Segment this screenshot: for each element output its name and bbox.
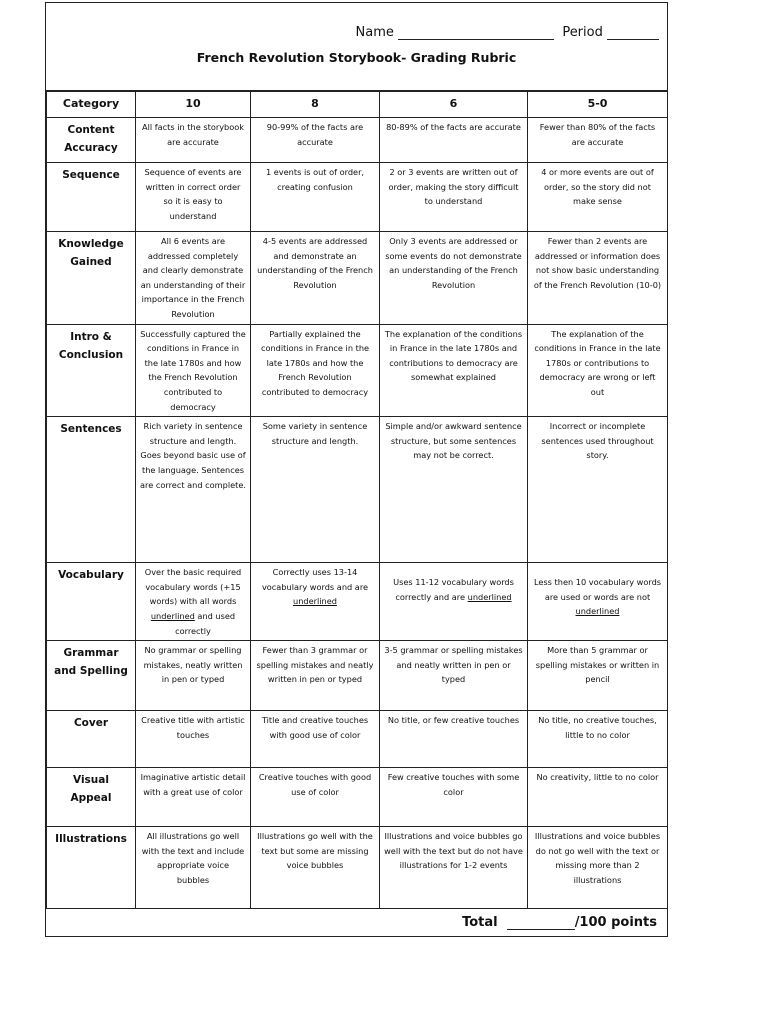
score-cell: Simple and/or awkward sentence structure, but some sentences may not be correct. [380,417,528,563]
score-cell: All 6 events are addressed completely and clearly demonstrate an understanding of their importance in the French Revolution [136,232,251,325]
score-cell: Incorrect or incomplete sentences used throughout story. [528,417,668,563]
score-cell: The explanation of the conditions in France in the late 1780s or contributions to democracy are wrong or left out [528,324,668,417]
column-header: 5-0 [528,92,668,118]
score-cell: 80-89% of the facts are accurate [380,118,528,163]
table-row [47,711,668,768]
rubric-title: French Revolution Storybook- Grading Rubric [196,50,517,65]
category-cell: Intro & Conclusion [47,324,136,417]
score-cell: Sequence of events are written in correct order so it is easy to understand [136,163,251,232]
table-row [47,417,668,563]
score-cell: More than 5 grammar or spelling mistakes or written in pencil [528,641,668,711]
underlined-word: underlined [150,610,195,621]
column-header: Category [47,92,136,118]
table-row [47,641,668,711]
score-cell: No grammar or spelling mistakes, neatly written in pen or typed [136,641,251,711]
name-period-line [356,25,659,40]
score-cell: Some variety in sentence structure and length. [251,417,380,563]
category-cell: Illustrations [47,827,136,909]
category-cell: Vocabulary [47,563,136,641]
cell-text: Over the basic required vocabulary words (+15 words) with all words [144,567,242,607]
table-row [47,163,668,232]
score-cell: Successfully captured the conditions in France in the late 1780s and how the French Revolution contributed to democracy [136,324,251,417]
table-header-row [47,92,668,118]
score-cell: All illustrations go well with the text and include appropriate voice bubbles [136,827,251,909]
score-cell [380,563,528,641]
score-cell: Illustrations and voice bubbles do not go well with the text or missing more than 2 illustrations [528,827,668,909]
score-cell: Illustrations go well with the text but some are missing voice bubbles [251,827,380,909]
score-cell: Creative title with artistic touches [136,711,251,768]
score-cell: All facts in the storybook are accurate [136,118,251,163]
column-header: 10 [136,92,251,118]
score-cell: 2 or 3 events are written out of order, making the story difficult to understand [380,163,528,232]
score-cell [136,563,251,641]
score-cell: No title, no creative touches, little to no color [528,711,668,768]
score-cell: 90-99% of the facts are accurate [251,118,380,163]
score-cell: Illustrations and voice bubbles go well with the text but do not have illustrations for 1-2 events [380,827,528,909]
category-cell: Visual Appeal [47,768,136,827]
score-cell: Title and creative touches with good use of color [251,711,380,768]
score-cell: Few creative touches with some color [380,768,528,827]
column-header: 8 [251,92,380,118]
cell-text: and used correctly [175,610,236,636]
column-header: 6 [380,92,528,118]
score-cell: Only 3 events are addressed or some events do not demonstrate an understanding of the French Revolution [380,232,528,325]
cell-text: Less then 10 vocabulary words are used or words are not [533,577,662,602]
rubric-header [46,3,667,91]
rubric-table [46,91,668,909]
table-row [47,232,668,325]
score-cell: Fewer than 80% of the facts are accurate [528,118,668,163]
score-cell: The explanation of the conditions in France in the late 1780s and contributions to democracy are somewhat explained [380,324,528,417]
score-cell: Fewer than 3 grammar or spelling mistakes and neatly written in pen or typed [251,641,380,711]
score-cell: 4-5 events are addressed and demonstrate an understanding of the French Revolution [251,232,380,325]
total-blank[interactable] [507,917,575,930]
underlined-word: underlined [293,596,337,607]
score-cell [251,563,380,641]
period-label: Period [562,25,603,40]
table-row [47,768,668,827]
underlined-word: underlined [467,591,512,602]
total-row [46,891,667,936]
rubric-sheet [45,2,668,937]
score-cell: Partially explained the conditions in France in the late 1780s and how the French Revolution contributed to democracy [251,324,380,417]
cell-text: Correctly uses 13-14 vocabulary words and are [261,567,369,592]
category-cell: Sentences [47,417,136,563]
category-cell: Grammar and Spelling [47,641,136,711]
score-cell [528,563,668,641]
period-blank[interactable] [607,27,659,40]
name-blank[interactable] [398,27,554,40]
underlined-word: underlined [575,606,620,617]
score-cell: Imaginative artistic detail with a great use of color [136,768,251,827]
category-cell: Sequence [47,163,136,232]
category-cell: Cover [47,711,136,768]
table-row [47,563,668,641]
total-line [462,915,657,930]
category-cell: Content Accuracy [47,118,136,163]
total-suffix: /100 points [574,915,657,930]
score-cell: No creativity, little to no color [528,768,668,827]
cell-text: Uses 11-12 vocabulary words correctly and are [393,577,514,602]
table-row [47,324,668,417]
category-cell: Knowledge Gained [47,232,136,325]
score-cell: 1 events is out of order, creating confusion [251,163,380,232]
name-label: Name [355,25,394,40]
table-row [47,118,668,163]
score-cell: No title, or few creative touches [380,711,528,768]
score-cell: 3-5 grammar or spelling mistakes and neatly written in pen or typed [380,641,528,711]
score-cell: Creative touches with good use of color [251,768,380,827]
total-label: Total [462,915,498,930]
score-cell: 4 or more events are out of order, so the story did not make sense [528,163,668,232]
score-cell: Rich variety in sentence structure and length. Goes beyond basic use of the language. Sentences are correct and complete. [136,417,251,563]
score-cell: Fewer than 2 events are addressed or information does not show basic understanding of the French Revolution (10-0) [528,232,668,325]
